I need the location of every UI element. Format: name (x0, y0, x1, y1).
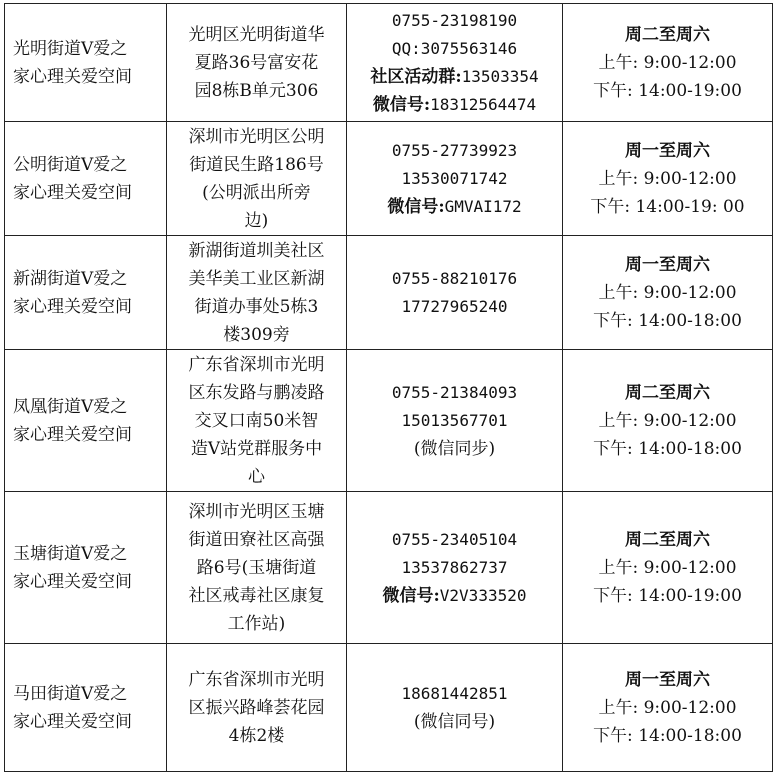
contact-cell (347, 644, 563, 772)
contact-value: 0755-23405104 (391, 529, 518, 549)
center-name-line: 家心理关爱空间 (13, 66, 132, 87)
address-line: 街道田寮社区高强 (188, 529, 325, 550)
address-cell (167, 4, 347, 122)
address-line: 造V站党群服务中 (190, 438, 323, 459)
contact-cell (347, 4, 563, 122)
afternoon-hours: 下午: 14:00-19:00 (593, 80, 742, 101)
center-name-line: 家心理关爱空间 (13, 571, 132, 592)
center-name-cell (5, 350, 167, 492)
contact-line (351, 265, 558, 293)
address-line: 广东省深圳市光明 (188, 354, 325, 375)
center-name-line: 新湖街道V爱之 (13, 268, 128, 289)
contact-label: 微信号: (387, 196, 445, 217)
address-line: 深圳市光明区公明 (188, 126, 325, 147)
contact-value: 13530071742 (401, 168, 508, 188)
address-line: 交叉口南50米智 (194, 410, 319, 431)
open-days: 周一至周六 (625, 140, 710, 161)
contact-value: QQ:3075563146 (391, 38, 518, 58)
address-line: 边) (244, 210, 269, 231)
contact-value: 18312564474 (430, 94, 537, 114)
address-line: 4栋2楼 (228, 725, 285, 746)
address-line: 区东发路与鹏凌路 (188, 382, 325, 403)
centers-table-body (5, 4, 773, 772)
center-name-line: 光明街道V爱之 (13, 38, 128, 59)
address-line: 美华美工业区新湖 (188, 268, 325, 289)
address-line: 光明区光明街道华 (188, 24, 325, 45)
address-line: 区振兴路峰荟花园 (188, 697, 325, 718)
contact-label: 微信号: (372, 94, 431, 115)
contact-line (351, 35, 558, 63)
center-name-cell (5, 492, 167, 644)
contact-line (351, 708, 558, 736)
address-line: 街道办事处5栋3 (194, 296, 319, 317)
contact-line (351, 91, 558, 119)
contact-value: 13503354 (461, 66, 539, 86)
address-line: 街道民生路186号 (189, 154, 324, 175)
hours-cell (563, 122, 773, 236)
hours-cell (563, 644, 773, 772)
contact-value: V2V333520 (439, 585, 527, 605)
morning-hours: 上午: 9:00-12:00 (598, 168, 737, 189)
afternoon-hours: 下午: 14:00-18:00 (593, 438, 742, 459)
address-line: 工作站) (227, 613, 286, 634)
contact-cell (347, 236, 563, 350)
afternoon-hours: 下午: 14:00-18:00 (593, 725, 742, 746)
contact-cell (347, 122, 563, 236)
contact-value: 15013567701 (401, 410, 508, 430)
morning-hours: 上午: 9:00-12:00 (598, 410, 737, 431)
address-line: 新湖街道圳美社区 (188, 240, 325, 261)
open-days: 周二至周六 (625, 529, 710, 550)
address-cell (167, 122, 347, 236)
address-line: 夏路36号富安花 (194, 52, 319, 73)
morning-hours: 上午: 9:00-12:00 (598, 697, 737, 718)
center-name-line: 家心理关爱空间 (13, 424, 132, 445)
contact-value: 0755-21384093 (391, 382, 518, 402)
center-name-cell (5, 4, 167, 122)
contact-line (351, 63, 558, 91)
afternoon-hours: 下午: 14:00-18:00 (593, 310, 742, 331)
center-name-line: 家心理关爱空间 (13, 711, 132, 732)
center-name-line: 玉塘街道V爱之 (13, 543, 128, 564)
address-line: 楼309旁 (223, 324, 290, 345)
center-name-line: 家心理关爱空间 (13, 296, 132, 317)
contact-value: 17727965240 (401, 296, 508, 316)
address-cell (167, 644, 347, 772)
contact-value: 13537862737 (401, 557, 508, 577)
contact-value: (微信同号) (413, 711, 496, 732)
afternoon-hours: 下午: 14:00-19: 00 (590, 196, 745, 217)
contact-line (351, 554, 558, 582)
center-name-cell (5, 644, 167, 772)
center-name-line: 家心理关爱空间 (13, 182, 132, 203)
open-days: 周一至周六 (625, 669, 710, 690)
table-row (5, 4, 773, 122)
centers-table (4, 3, 773, 772)
contact-cell (347, 350, 563, 492)
contact-line (351, 293, 558, 321)
address-line: 心 (248, 466, 265, 487)
table-row (5, 122, 773, 236)
hours-cell (563, 236, 773, 350)
address-cell (167, 492, 347, 644)
contact-value: 18681442851 (401, 683, 508, 703)
hours-cell (563, 492, 773, 644)
contact-line (351, 193, 558, 221)
address-line: 深圳市光明区玉塘 (188, 501, 325, 522)
open-days: 周一至周六 (625, 254, 710, 275)
contact-line (351, 407, 558, 435)
contact-value: (微信同步) (413, 438, 496, 459)
center-name-line: 公明街道V爱之 (13, 154, 128, 175)
hours-cell (563, 4, 773, 122)
center-name-cell (5, 122, 167, 236)
open-days: 周二至周六 (625, 382, 710, 403)
contact-line (351, 582, 558, 610)
table-row (5, 350, 773, 492)
address-line: 园8栋B单元306 (194, 80, 319, 101)
contact-line (351, 379, 558, 407)
address-line: 路6号(玉塘街道 (196, 557, 317, 578)
contact-label: 社区活动群: (370, 66, 462, 87)
contact-cell (347, 492, 563, 644)
contact-line (351, 137, 558, 165)
open-days: 周二至周六 (625, 24, 710, 45)
contact-label: 微信号: (382, 585, 440, 606)
contact-value: 0755-88210176 (391, 268, 518, 288)
contact-line (351, 526, 558, 554)
afternoon-hours: 下午: 14:00-19:00 (593, 585, 742, 606)
table-row (5, 492, 773, 644)
morning-hours: 上午: 9:00-12:00 (598, 557, 737, 578)
contact-value: 0755-23198190 (391, 10, 518, 30)
address-cell (167, 350, 347, 492)
address-line: 广东省深圳市光明 (188, 669, 325, 690)
hours-cell (563, 350, 773, 492)
address-line: 社区戒毒社区康复 (188, 585, 325, 606)
center-name-line: 凤凰街道V爱之 (13, 396, 128, 417)
center-name-line: 马田街道V爱之 (13, 683, 128, 704)
morning-hours: 上午: 9:00-12:00 (598, 282, 737, 303)
contact-line (351, 435, 558, 463)
address-cell (167, 236, 347, 350)
contact-line (351, 7, 558, 35)
center-name-cell (5, 236, 167, 350)
contact-value: GMVAI172 (444, 196, 522, 216)
table-row (5, 644, 773, 772)
address-line: (公明派出所旁 (202, 182, 311, 203)
contact-line (351, 680, 558, 708)
morning-hours: 上午: 9:00-12:00 (598, 52, 737, 73)
contact-line (351, 165, 558, 193)
table-row (5, 236, 773, 350)
contact-value: 0755-27739923 (391, 140, 518, 160)
